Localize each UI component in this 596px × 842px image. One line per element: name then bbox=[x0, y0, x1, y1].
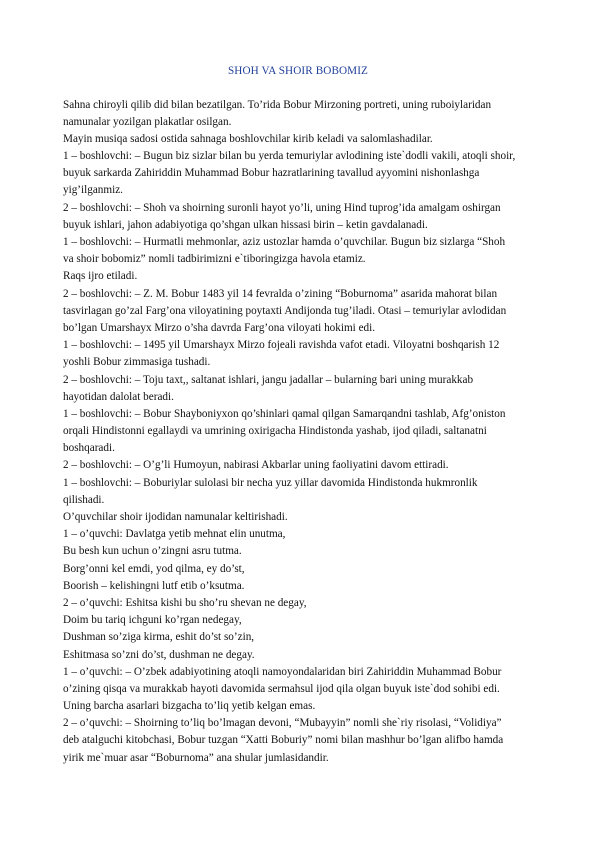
text-line: tasvirlagan go’zal Farg’ona viloyatining poytaxti Andijonda tug’iladi. Otasi – temuriylar avlodidan bbox=[63, 304, 507, 317]
text-line: 1 – boshlovchi: – Bugun biz sizlar bilan bu yerda temuriylar avlodining iste`dodli vakili, atoqli shoir, bbox=[63, 150, 516, 163]
text-line: boshqaradi. bbox=[63, 442, 115, 455]
text-line: Dushman so’ziga kirma, eshit do’st so’zin, bbox=[63, 631, 255, 644]
text-line: deb atalguchi kitobchasi, Bobur tuzgan “Xatti Boburiy” nomi bilan mashhur bo’lgan alifbo hamda bbox=[63, 734, 504, 747]
text-line: va shoir bobomiz” nomli tadbirimizni e`tiboringizga havola etamiz. bbox=[63, 253, 366, 266]
text-line: 2 – boshlovchi: – O’g’li Humoyun, nabirasi Akbarlar uning faoliyatini davom ettiradi. bbox=[63, 459, 449, 472]
text-line: bo’lgan Umarshayx Mirzo o’sha davrda Farg’ona viloyati hokimi edi. bbox=[63, 321, 376, 334]
text-line: 2 – o’quvchi: – Shoirning to’liq bo’lmagan devoni, “Mubayyin” nomli she`riy risolasi, “Volidiya” bbox=[63, 717, 502, 730]
document-body bbox=[63, 97, 555, 767]
text-line: Raqs ijro etiladi. bbox=[63, 270, 138, 283]
text-line: yig’ilganmiz. bbox=[63, 184, 123, 197]
text-line: 1 – boshlovchi: – 1495 yil Umarshayx Mirzo fojeali ravishda vafot etadi. Viloyatni boshqarish 12 bbox=[63, 339, 500, 352]
text-line: Eshitmasa so’zni do’st, dushman ne degay. bbox=[63, 648, 255, 661]
text-line: yoshli Bobur zimmasiga tushadi. bbox=[63, 356, 211, 369]
text-line: 2 – boshlovchi: – Shoh va shoirning suronli hayot yo’li, uning Hind tuprog’ida amalgam oshirgan bbox=[63, 201, 501, 214]
text-line: 2 – o’quvchi: Eshitsa kishi bu sho’ru shevan ne degay, bbox=[63, 596, 307, 609]
text-line: orqali Hindistonni egallaydi va umrining oxirigacha Hindistonda yashab, ijod qiladi, saltanatni bbox=[63, 425, 487, 438]
text-line: Bu besh kun uchun o’zingni asru tutma. bbox=[63, 545, 242, 558]
text-line: yirik me`muar asar “Boburnoma” ana shular jumlasidandir. bbox=[63, 751, 329, 764]
text-line: 1 – boshlovchi: – Bobur Shayboniyxon qo’shinlari qamal qilgan Samarqandni tashlab, Afg’oniston bbox=[63, 407, 506, 420]
text-line: namunalar yozilgan plakatlar osilgan. bbox=[63, 115, 232, 128]
text-line: Borg’onni kel emdi, yod qilma, ey do’st, bbox=[63, 562, 245, 575]
text-line: Boorish – kelishingni lutf etib o’ksutma. bbox=[63, 579, 245, 592]
text-line: 2 – boshlovchi: – Toju taxt,, saltanat ishlari, jangu jadallar – bularning bari uning murakkab bbox=[63, 373, 474, 386]
text-line: O’quvchilar shoir ijodidan namunalar keltirishadi. bbox=[63, 511, 288, 523]
text-line: buyuk sarkarda Zahiriddin Muhammad Bobur hazratlarining tavallud ayyomini nishonlashga bbox=[63, 167, 480, 180]
text-line: 1 – o’quvchi: – O’zbek adabiyotining atoqli namoyondalaridan biri Zahiriddin Muhammad Bobur bbox=[63, 665, 502, 678]
text-line: 1 – o’quvchi: Davlatga yetib mehnat elin unutma, bbox=[63, 528, 286, 541]
text-line: Mayin musiqa sadosi ostida sahnaga boshlovchilar kirib keladi va salomlashadilar. bbox=[63, 132, 433, 145]
page-title: SHOH VA SHOIR BOBOMIZ bbox=[227, 65, 368, 77]
text-line: hayotidan dalolat beradi. bbox=[63, 390, 174, 403]
text-line: buyuk ishlari, jahon adabiyotiga qo’shgan ulkan hissasi birin – ketin gavdalanadi. bbox=[63, 218, 428, 231]
text-line: Sahna chiroyli qilib did bilan bezatilgan. To’rida Bobur Mirzoning portreti, uning ruboiylaridan bbox=[63, 98, 492, 111]
text-line: o’zining qisqa va murakkab hayoti davomida sermahsul ijod qila olgan buyuk iste`dod sohibi edi. bbox=[63, 682, 500, 695]
text-line: Doim bu tariq ichguni ko’rgan nedegay, bbox=[63, 614, 242, 627]
text-line: qilishadi. bbox=[63, 493, 105, 506]
text-line: 1 – boshlovchi: – Hurmatli mehmonlar, aziz ustozlar hamda o’quvchilar. Bugun biz sizlarga “Shoh bbox=[63, 236, 506, 248]
text-line: 1 – boshlovchi: – Boburiylar sulolasi bir necha yuz yillar davomida Hindistonda hukmronlik bbox=[63, 476, 478, 489]
text-line: 2 – boshlovchi: – Z. M. Bobur 1483 yil 14 fevralda o’zining “Boburnoma” asarida mahorat bilan bbox=[63, 287, 498, 300]
text-line: Uning barcha asarlari bizgacha to’liq yetib kelgan emas. bbox=[63, 700, 316, 713]
